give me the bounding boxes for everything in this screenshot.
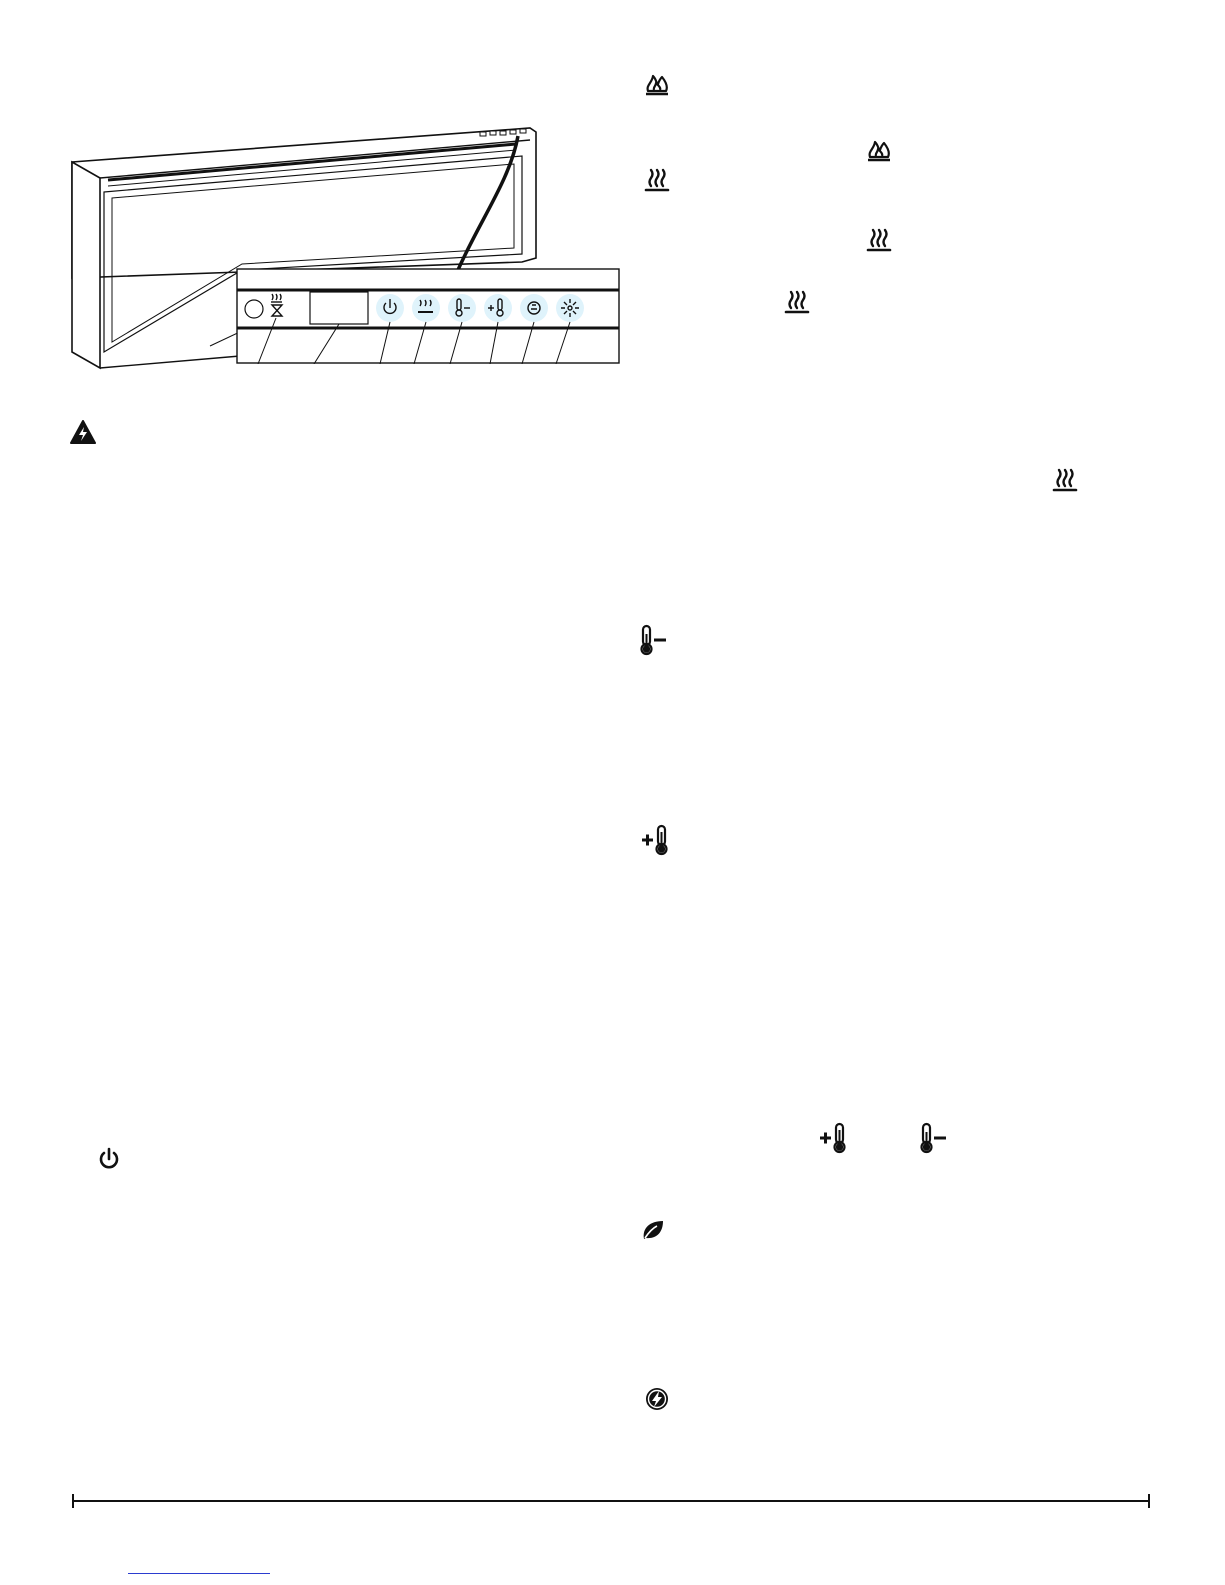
flame-icon <box>866 136 892 162</box>
temp-up-icon <box>818 1122 850 1154</box>
temp-down-icon <box>918 1122 950 1154</box>
temp-down-icon <box>638 624 670 656</box>
footer-rule-right-tick <box>1148 1494 1150 1508</box>
footer-link-underline[interactable] <box>128 1573 270 1574</box>
boost-bolt-icon <box>644 1386 670 1412</box>
footer-rule-left-tick <box>72 1494 74 1508</box>
power-icon <box>96 1146 122 1172</box>
heat-icon <box>866 228 892 252</box>
control-panel-detail <box>236 268 620 364</box>
heat-icon <box>784 290 810 314</box>
control-panel-strip <box>236 268 620 364</box>
heat-icon <box>1052 468 1078 492</box>
temp-up-icon <box>640 824 672 856</box>
heat-icon <box>644 168 670 192</box>
eco-leaf-icon <box>640 1218 666 1242</box>
flame-icon <box>644 70 670 96</box>
warning-electric-icon <box>70 420 96 444</box>
footer-rule <box>72 1500 1150 1502</box>
